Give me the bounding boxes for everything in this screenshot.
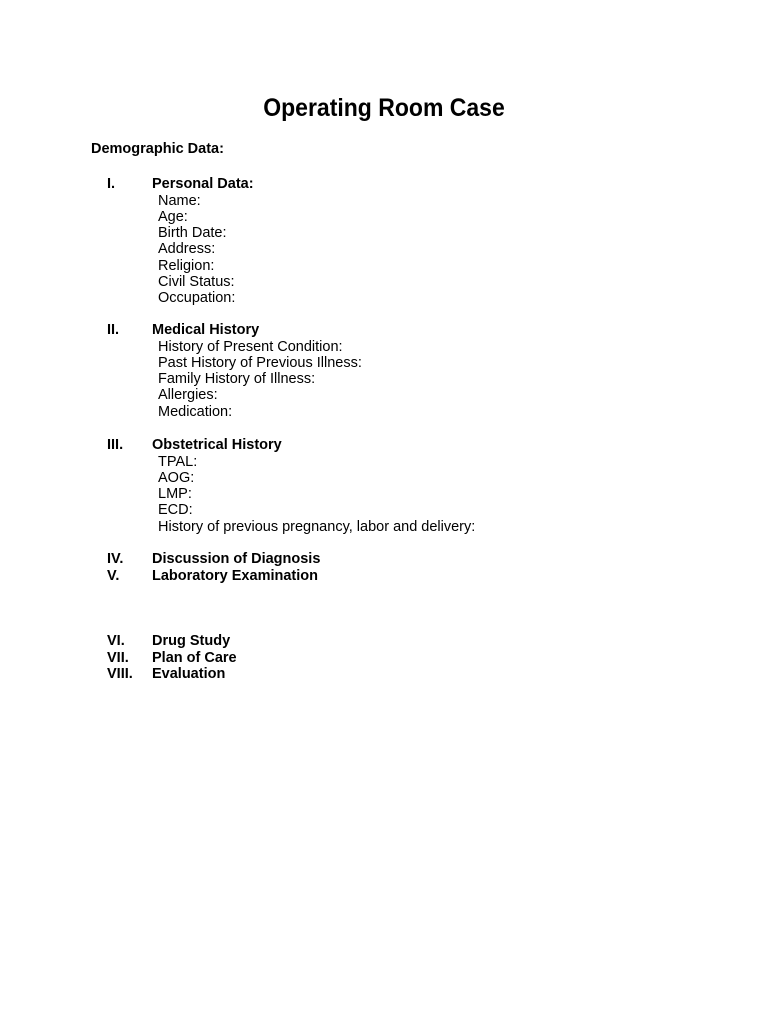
section-heading: Laboratory Examination — [152, 568, 318, 584]
field-present-condition: History of Present Condition: — [158, 338, 343, 355]
field-medication: Medication: — [158, 403, 233, 420]
field-aog: AOG: — [158, 469, 195, 486]
section-heading: Evaluation — [152, 666, 226, 682]
field-name: Name: — [158, 192, 201, 209]
field-previous-pregnancy: History of previous pregnancy, labor and delivery: — [158, 518, 476, 535]
section-subtitle: Demographic Data: — [91, 141, 224, 157]
section-heading: Drug Study — [152, 633, 231, 649]
field-religion: Religion: — [158, 257, 215, 274]
section-numeral: III. — [107, 437, 124, 453]
section-numeral: II. — [107, 322, 120, 338]
section-heading: Discussion of Diagnosis — [152, 551, 321, 567]
section-heading: Obstetrical History — [152, 437, 282, 453]
field-birth-date: Birth Date: — [158, 225, 227, 242]
field-family-history: Family History of Illness: — [158, 371, 316, 388]
field-allergies: Allergies: — [158, 387, 218, 404]
section-heading: Personal Data: — [152, 176, 254, 192]
page-title: Operating Room Case — [263, 94, 505, 122]
field-ecd: ECD: — [158, 502, 193, 519]
section-numeral: VII. — [107, 650, 129, 666]
section-numeral: VI. — [107, 633, 125, 649]
section-numeral: V. — [107, 568, 120, 584]
section-numeral: VIII. — [107, 666, 133, 682]
field-age: Age: — [158, 208, 188, 225]
field-occupation: Occupation: — [158, 290, 236, 307]
field-address: Address: — [158, 241, 216, 258]
section-heading: Plan of Care — [152, 650, 237, 666]
field-lmp: LMP: — [158, 486, 192, 503]
field-tpal: TPAL: — [158, 453, 198, 470]
field-previous-illness: Past History of Previous Illness: — [158, 354, 362, 371]
section-numeral: I. — [107, 176, 116, 192]
section-heading: Medical History — [152, 322, 260, 338]
field-civil-status: Civil Status: — [158, 274, 235, 290]
section-numeral: IV. — [107, 551, 124, 567]
